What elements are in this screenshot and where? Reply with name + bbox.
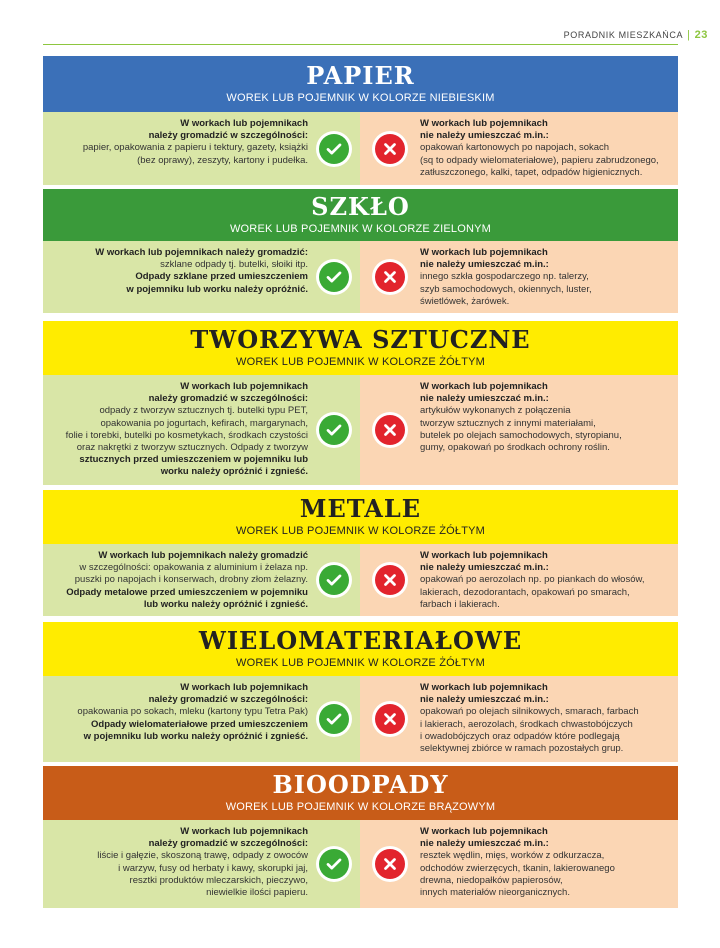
section-papier bbox=[43, 56, 678, 185]
check-icon bbox=[325, 571, 343, 589]
check-badge bbox=[316, 259, 352, 295]
text-line: należy gromadzić w szczególności: bbox=[148, 838, 308, 850]
cross-icon bbox=[381, 855, 399, 873]
forbidden-text bbox=[420, 826, 674, 899]
text-line: w szczególności: opakowania z aluminium i żelaza np. bbox=[79, 562, 308, 574]
check-badge bbox=[316, 846, 352, 882]
allowed-column bbox=[43, 544, 360, 616]
text-line: opakowania po sokach, mleku (kartony typu Tetra Pak) bbox=[77, 706, 308, 718]
cross-icon bbox=[381, 571, 399, 589]
text-line: puszki po napojach i konserwach, drobny złom żelazny. bbox=[74, 574, 308, 586]
text-line: farbach i lakierach. bbox=[420, 598, 500, 610]
section-subtitle: WOREK LUB POJEMNIK W KOLORZE BRĄZOWYM bbox=[225, 801, 496, 813]
text-line: opakowań po aerozolach np. po piankach do włosów, bbox=[420, 574, 645, 586]
text-line: W workach lub pojemnikach bbox=[180, 381, 308, 392]
text-line: W workach lub pojemnikach bbox=[420, 826, 548, 837]
text-line: artykułów wykonanych z połączenia bbox=[420, 405, 571, 417]
check-icon bbox=[325, 268, 343, 286]
text-line: nie należy umieszczać m.in.: bbox=[420, 130, 549, 142]
forbidden-column bbox=[360, 676, 678, 762]
text-line: nie należy umieszczać m.in.: bbox=[420, 838, 549, 850]
text-line: szklane odpady tj. butelki, słoiki itp. bbox=[160, 259, 308, 271]
allowed-column bbox=[43, 820, 360, 908]
text-line: W workach lub pojemnikach bbox=[420, 550, 548, 561]
text-line: Odpady metalowe przed umieszczeniem w pojemniku bbox=[66, 586, 308, 598]
forbidden-text bbox=[420, 550, 674, 611]
section-header bbox=[43, 490, 678, 544]
text-line: świetlówek, żarówek. bbox=[420, 295, 510, 307]
text-line: W workach lub pojemnikach bbox=[180, 118, 308, 129]
check-icon bbox=[325, 421, 343, 439]
forbidden-text bbox=[420, 247, 674, 308]
text-line: folie i torebki, butelki po kosmetykach, środkach czystości bbox=[65, 429, 308, 441]
check-badge bbox=[316, 131, 352, 167]
text-line: i owadobójczych oraz odpadów które podlegają bbox=[420, 730, 620, 742]
page-header bbox=[564, 29, 708, 41]
allowed-text bbox=[47, 247, 308, 296]
section-header bbox=[43, 56, 678, 112]
text-line: opakowania po jogurtach, kefirach, margarynach, bbox=[100, 417, 308, 429]
text-line: szyb samochodowych, okiennych, luster, bbox=[420, 283, 592, 295]
check-badge bbox=[316, 701, 352, 737]
allowed-text bbox=[47, 381, 308, 479]
section-header bbox=[43, 622, 678, 676]
cross-badge bbox=[372, 412, 408, 448]
text-line: innego szkła gospodarczego np. talerzy, bbox=[420, 271, 589, 283]
section-title: METALE bbox=[299, 494, 422, 523]
cross-badge bbox=[372, 562, 408, 598]
text-line: oraz nakrętki z tworzyw sztucznych. Odpady z tworzyw bbox=[76, 442, 308, 454]
forbidden-column bbox=[360, 544, 678, 616]
section-header bbox=[43, 189, 678, 241]
header-rule bbox=[43, 44, 678, 45]
cross-badge bbox=[372, 701, 408, 737]
text-line: resztek wędlin, mięs, worków z odkurzacza, bbox=[420, 850, 605, 862]
text-line: i lakierach, aerozolach, środkach chwastobójczych bbox=[420, 718, 633, 730]
forbidden-column bbox=[360, 375, 678, 485]
text-line: resztki produktów mleczarskich, pieczywo, bbox=[129, 874, 308, 886]
forbidden-column bbox=[360, 112, 678, 185]
section-bioodpady bbox=[43, 766, 678, 908]
allowed-column bbox=[43, 241, 360, 313]
section-metale bbox=[43, 490, 678, 616]
text-line: odchodów zwierzęcych, tkanin, lakierowanego bbox=[420, 862, 615, 874]
text-line: W workach lub pojemnikach należy gromadzić bbox=[98, 550, 308, 561]
text-line: opakowań kartonowych po napojach, sokach bbox=[420, 142, 610, 154]
text-line: W workach lub pojemnikach bbox=[420, 118, 548, 129]
text-line: (sq to odpady wielomateriałowe), papieru zabrudzonego, bbox=[420, 154, 659, 166]
allowed-text bbox=[47, 826, 308, 899]
text-line: lakierach, dezodorantach, opakowań po smarach, bbox=[420, 586, 630, 598]
cross-icon bbox=[381, 710, 399, 728]
text-line: Odpady szklane przed umieszczeniem bbox=[135, 271, 308, 283]
check-icon bbox=[325, 140, 343, 158]
section-title: SZKŁO bbox=[311, 192, 410, 221]
text-line: gumy, opakowań po środkach ochrony roślin. bbox=[420, 442, 610, 454]
text-line: butelek po olejach samochodowych, styropianu, bbox=[420, 429, 622, 441]
section-subtitle: WOREK LUB POJEMNIK W KOLORZE ZIELONYM bbox=[229, 223, 492, 235]
section-subtitle: WOREK LUB POJEMNIK W KOLORZE NIEBIESKIM bbox=[226, 92, 495, 104]
section-subtitle: WOREK LUB POJEMNIK W KOLORZE ŻÓŁTYM bbox=[235, 657, 486, 669]
cross-badge bbox=[372, 846, 408, 882]
text-line: sztucznych przed umieszczeniem w pojemniku lub bbox=[79, 454, 308, 466]
text-line: worku należy opróżnić i zgnieść. bbox=[160, 466, 308, 478]
text-line: W workach lub pojemnikach bbox=[180, 682, 308, 693]
cross-icon bbox=[381, 140, 399, 158]
text-line: nie należy umieszczać m.in.: bbox=[420, 259, 549, 271]
text-line: należy gromadzić w szczególności: bbox=[148, 130, 308, 142]
section-subtitle: WOREK LUB POJEMNIK W KOLORZE ŻÓŁTYM bbox=[235, 356, 486, 368]
section-title: PAPIER bbox=[306, 61, 415, 90]
text-line: W workach lub pojemnikach bbox=[420, 381, 548, 392]
section-title: TWORZYWA SZTUCZNE bbox=[190, 325, 531, 354]
check-icon bbox=[325, 710, 343, 728]
text-line: drewna, niedopałków papierosów, bbox=[420, 874, 563, 886]
section-body bbox=[43, 820, 678, 908]
section-body bbox=[43, 112, 678, 185]
cross-icon bbox=[381, 421, 399, 439]
page-header-separator: | bbox=[687, 29, 691, 41]
forbidden-text bbox=[420, 118, 674, 179]
section-body bbox=[43, 375, 678, 485]
section-wielomaterialowe bbox=[43, 622, 678, 762]
text-line: W workach lub pojemnikach bbox=[420, 682, 548, 693]
text-line: i warzyw, fusy od herbaty i kawy, skorupki jaj, bbox=[118, 862, 308, 874]
allowed-text bbox=[47, 118, 308, 167]
section-title: WIELOMATERIAŁOWE bbox=[198, 626, 523, 655]
text-line: zatłuszczonego, kalki, tapet, odpadów higienicznych. bbox=[420, 166, 643, 178]
text-line: liście i gałęzie, skoszoną trawę, odpady z owoców bbox=[97, 850, 308, 862]
forbidden-text bbox=[420, 381, 674, 454]
section-header bbox=[43, 766, 678, 820]
text-line: nie należy umieszczać m.in.: bbox=[420, 393, 549, 405]
section-szklo bbox=[43, 189, 678, 313]
text-line: nie należy umieszczać m.in.: bbox=[420, 562, 549, 574]
allowed-text bbox=[47, 550, 308, 611]
forbidden-text bbox=[420, 682, 674, 755]
text-line: (bez oprawy), zeszyty, kartony i pudełka. bbox=[137, 154, 308, 166]
cross-icon bbox=[381, 268, 399, 286]
section-body bbox=[43, 241, 678, 313]
text-line: selektywnej zbiórce w ramach pozostałych grup. bbox=[420, 743, 624, 755]
text-line: papier, opakowania z papieru i tektury, gazety, książki bbox=[82, 142, 308, 154]
text-line: lub worku należy opróżnić i zgnieść. bbox=[143, 598, 308, 610]
section-tworzywa-sztuczne bbox=[43, 321, 678, 485]
text-line: opakowań po olejach silnikowych, smarach, farbach bbox=[420, 706, 639, 718]
forbidden-column bbox=[360, 241, 678, 313]
text-line: innych materiałów nieorganicznych. bbox=[420, 887, 570, 899]
text-line: Odpady wielomateriałowe przed umieszczeniem bbox=[91, 718, 308, 730]
text-line: w pojemniku lub worku należy opróżnić. bbox=[126, 283, 308, 295]
page-number: 23 bbox=[694, 29, 708, 41]
cross-badge bbox=[372, 259, 408, 295]
allowed-column bbox=[43, 112, 360, 185]
text-line: należy gromadzić w szczególności: bbox=[148, 694, 308, 706]
section-body bbox=[43, 676, 678, 762]
text-line: w pojemniku lub worku należy opróżnić i zgnieść. bbox=[83, 730, 308, 742]
forbidden-column bbox=[360, 820, 678, 908]
text-line: tworzyw sztucznych z innymi materiałami, bbox=[420, 417, 596, 429]
text-line: W workach lub pojemnikach bbox=[420, 247, 548, 258]
section-title: BIOODPADY bbox=[272, 770, 449, 799]
page-header-title: PORADNIK MIESZKAŃCA bbox=[563, 30, 684, 40]
text-line: należy gromadzić w szczególności: bbox=[148, 393, 308, 405]
allowed-column bbox=[43, 375, 360, 485]
section-header bbox=[43, 321, 678, 375]
text-line: nie należy umieszczać m.in.: bbox=[420, 694, 549, 706]
check-badge bbox=[316, 562, 352, 598]
check-icon bbox=[325, 855, 343, 873]
cross-badge bbox=[372, 131, 408, 167]
check-badge bbox=[316, 412, 352, 448]
text-line: W workach lub pojemnikach bbox=[180, 826, 308, 837]
text-line: odpady z tworzyw sztucznych tj. butelki typu PET, bbox=[99, 405, 308, 417]
allowed-text bbox=[47, 682, 308, 743]
text-line: W workach lub pojemnikach należy gromadzić: bbox=[95, 247, 308, 258]
section-subtitle: WOREK LUB POJEMNIK W KOLORZE ŻÓŁTYM bbox=[235, 525, 486, 537]
section-body bbox=[43, 544, 678, 616]
text-line: niewielkie ilości papieru. bbox=[206, 887, 308, 899]
allowed-column bbox=[43, 676, 360, 762]
